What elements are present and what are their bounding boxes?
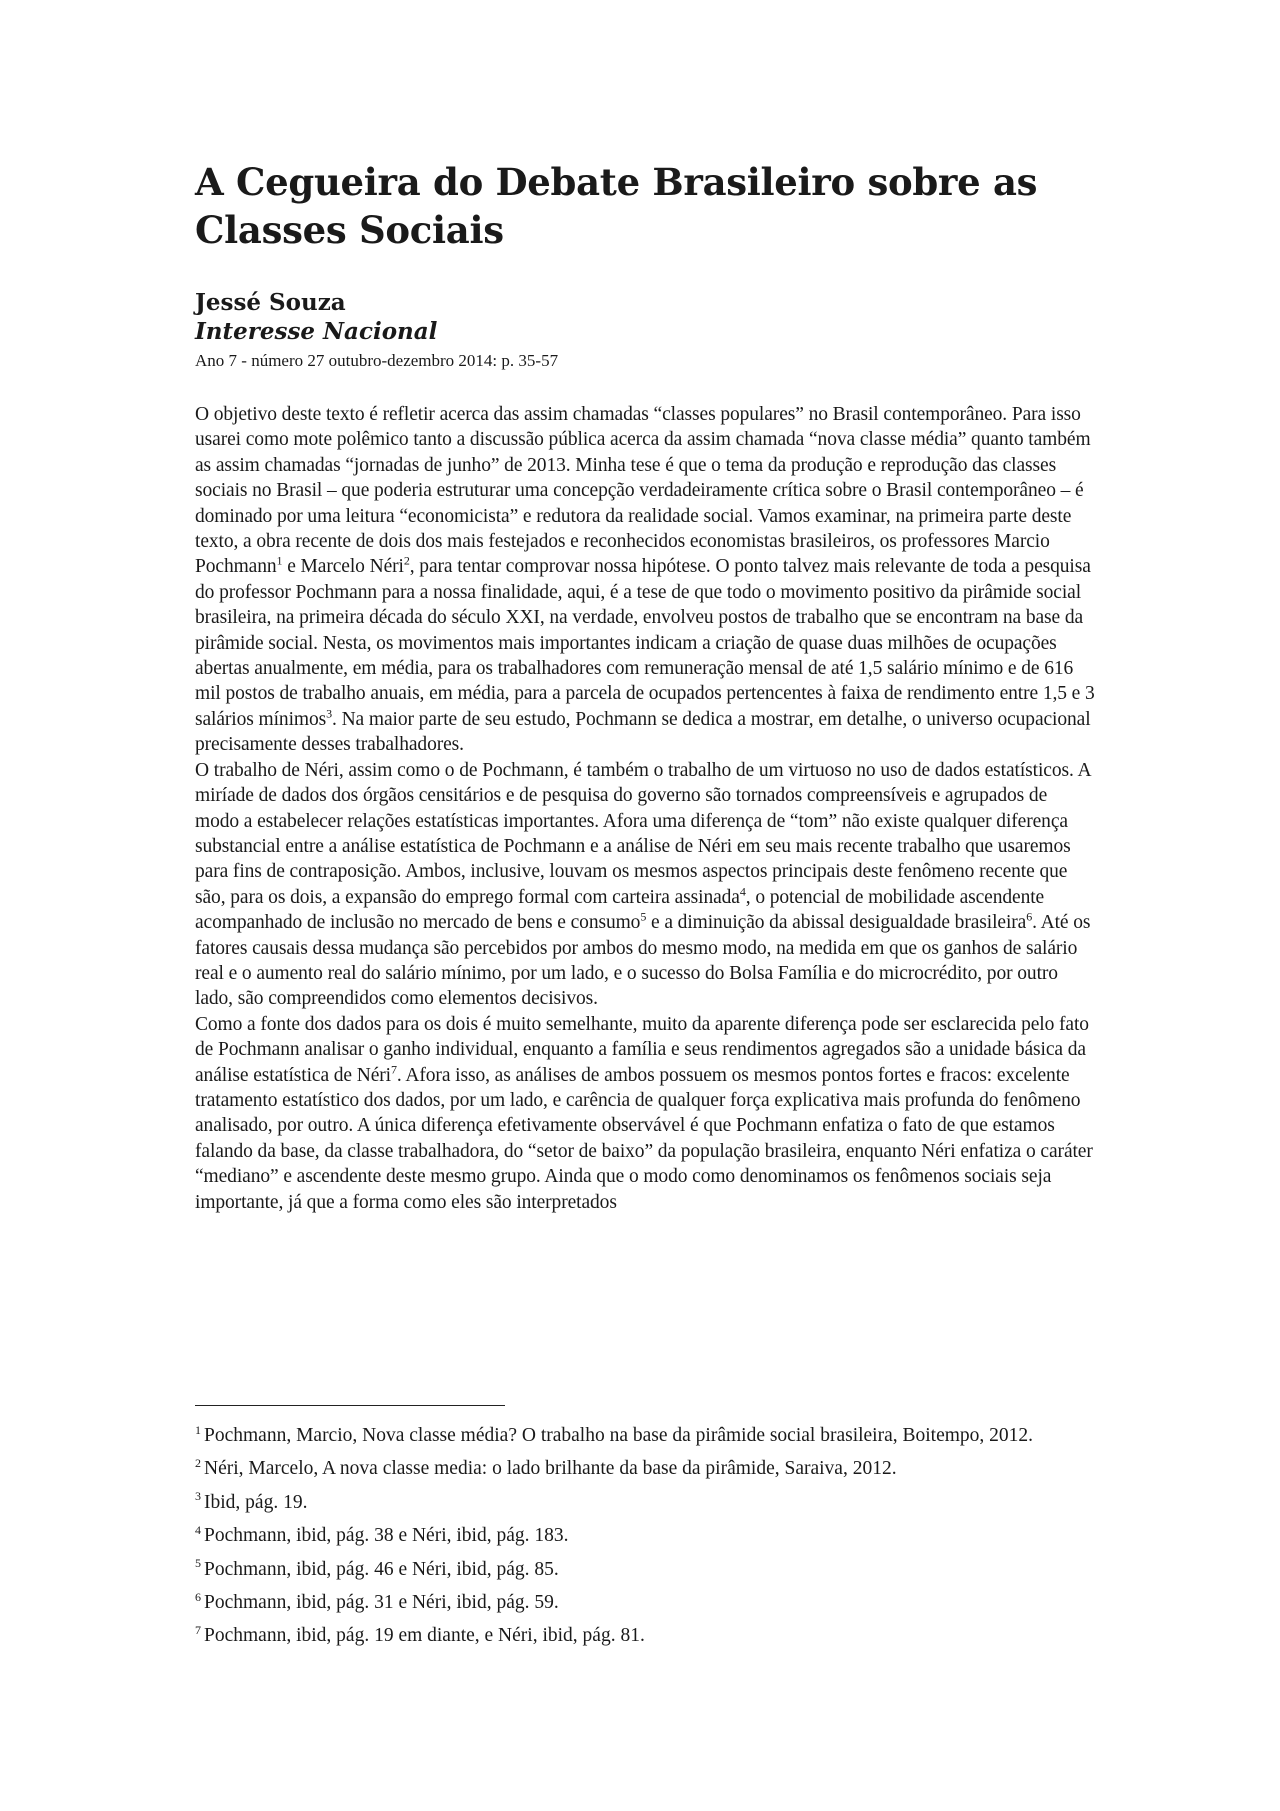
paragraph-text: , para tentar comprovar nossa hipótese. O ponto talvez mais relevante de toda a pesquisa do professor Pochmann para a nossa finalidade, aqui, é a tese de que todo o movimento positivo da pirâmide social brasileira, na primeira década do século XXI, na verdade, envolveu postos de trabalho que se encontram na base da pirâmide social. Nesta, os movimentos mais importantes indicam a criação de quase duas milhões de ocupações abertas anualmente, em média, para os trabalhadores com remuneração mensal de até 1,5 salário mínimo e de 616 mil postos de trabalho anuais, em média, para a parcela de ocupados pertencentes à faixa de rendimento entre 1,5 e 3 salários mínimos — [195, 556, 1095, 730]
footnote-number: 5 — [195, 1556, 201, 1571]
footnote-item — [195, 1490, 1095, 1515]
footnote-item — [195, 1423, 1095, 1448]
footnote-reference[interactable]: 6 — [1026, 909, 1033, 924]
footnote-reference[interactable]: 1 — [276, 553, 283, 568]
footnote-item — [195, 1623, 1095, 1648]
footnote-number: 4 — [195, 1522, 201, 1537]
footnote-number: 3 — [195, 1489, 201, 1504]
footnotes — [195, 1423, 1095, 1657]
footnote-reference[interactable]: 4 — [739, 884, 746, 899]
footnote-item — [195, 1590, 1095, 1615]
paragraph-text: O trabalho de Néri, assim como o de Pochmann, é também o trabalho de um virtuoso no uso de dados estatísticos. A miríade de dados dos órgãos censitários e de pesquisa do governo são tornados compreensíveis e agrupados de modo a estabelecer relações estatísticas importantes. Afora uma diferença de “tom” não existe qualquer diferença substancial entre a análise estatística de Pochmann e a análise de Néri em seu mais recente trabalho que usaremos para fins de contraposição. Ambos, inclusive, louvam os mesmos aspectos principais deste fenômeno recente que são, para os dois, a expansão do emprego formal com carteira assinada — [195, 759, 1091, 908]
footnote-text: Pochmann, ibid, pág. 38 e Néri, ibid, pág. 183. — [204, 1525, 569, 1547]
footnote-text: Pochmann, ibid, pág. 31 e Néri, ibid, pág. 59. — [204, 1592, 559, 1614]
paragraph-text: O objetivo deste texto é refletir acerca das assim chamadas “classes populares” no Brasil contemporâneo. Para isso usarei como mote polêmico tanto a discussão pública acerca da assim chamada “nova classe média” quanto também as assim chamadas “jornadas de junho” de 2013. Minha tese é que o tema da produção e reprodução das classes sociais no Brasil – que poderia estruturar uma concepção verdadeiramente crítica sobre o Brasil contemporâneo – é dominado por uma leitura “economicista” e redutora da realidade social. Vamos examinar, na primeira parte deste texto, a obra recente de dois dos mais festejados e reconhecidos economistas brasileiros, os professores Marcio Pochmann — [195, 404, 1091, 578]
footnote-number: 6 — [195, 1589, 201, 1604]
paragraph-text: , o potencial de mobilidade ascendente acompanhado de inclusão no mercado de bens e consumo — [195, 886, 1045, 934]
article-title: A Cegueira do Debate Brasileiro sobre as Classes Sociais — [195, 160, 1038, 252]
article-body — [195, 402, 1095, 1215]
footnote-number: 1 — [195, 1422, 201, 1437]
issue-info: Ano 7 - número 27 outubro-dezembro 2014: p. 35-57 — [195, 351, 559, 370]
body-paragraph — [195, 1012, 1095, 1215]
paragraph-text: . Afora isso, as análises de ambos possuem os mesmos pontos fortes e fracos: excelente tratamento estatístico dos dados, por um lado, e carência de qualquer força explicativa mais profunda do fenômeno analisado, por outro. A única diferença efetivamente observável é que Pochmann enfatiza o fato de que estamos falando da base, da classe trabalhadora, do “setor de baixo” da população brasileira, enquanto Néri enfatiza o caráter “mediano” e ascendente deste mesmo grupo. Ainda que o modo como denominamos os fenômenos sociais seja importante, já que a forma como eles são interpretados — [195, 1064, 1093, 1213]
footnote-number: 7 — [195, 1622, 201, 1637]
footnote-text: Pochmann, ibid, pág. 46 e Néri, ibid, pág. 85. — [204, 1558, 559, 1580]
body-paragraph — [195, 758, 1095, 1012]
footnote-reference[interactable]: 2 — [403, 553, 410, 568]
footnote-reference[interactable]: 7 — [391, 1062, 397, 1077]
footnote-text: Ibid, pág. 19. — [204, 1491, 308, 1513]
footnote-text: Pochmann, Marcio, Nova classe média? O trabalho na base da pirâmide social brasileira, Boitempo, 2012. — [204, 1425, 1034, 1446]
footnote-text: Néri, Marcelo, A nova classe media: o lado brilhante da base da pirâmide, Saraiva, 2012. — [204, 1458, 897, 1480]
footnote-item — [195, 1557, 1095, 1582]
footnote-number: 2 — [195, 1455, 201, 1470]
journal-name: Interesse Nacional — [195, 318, 438, 345]
paragraph-text: . Até os fatores causais dessa mudança são percebidos por ambos do mesmo modo, na medida em que os ganhos de salário real e o aumento real do salário mínimo, por um lado, e o sucesso do Bolsa Família e do microcrédito, por outro lado, são compreendidos como elementos decisivos. — [195, 912, 1091, 1010]
footnote-item — [195, 1523, 1095, 1548]
footnote-reference[interactable]: 5 — [640, 909, 647, 924]
paragraph-text: e Marcelo Néri — [282, 556, 404, 578]
author-name: Jessé Souza — [195, 289, 346, 316]
paragraph-text: e a diminuição da abissal desigualdade brasileira — [646, 912, 1027, 934]
paragraph-text: Como a fonte dos dados para os dois é muito semelhante, muito da aparente diferença pode ser esclarecida pelo fato de Pochmann analisar o ganho individual, enquanto a família e seus rendimentos agregados são a unidade básica da análise estatística de Néri — [195, 1013, 1089, 1086]
paragraph-text: . Na maior parte de seu estudo, Pochmann se dedica a mostrar, em detalhe, o universo ocupacional precisamente desses trabalhadores. — [195, 708, 1091, 756]
footnote-separator — [195, 1405, 505, 1406]
footnote-item — [195, 1456, 1095, 1481]
footnote-text: Pochmann, ibid, pág. 19 em diante, e Néri, ibid, pág. 81. — [204, 1625, 645, 1647]
article-page — [195, 158, 1095, 1215]
body-paragraph — [195, 402, 1095, 758]
footnote-reference[interactable]: 3 — [326, 706, 333, 721]
